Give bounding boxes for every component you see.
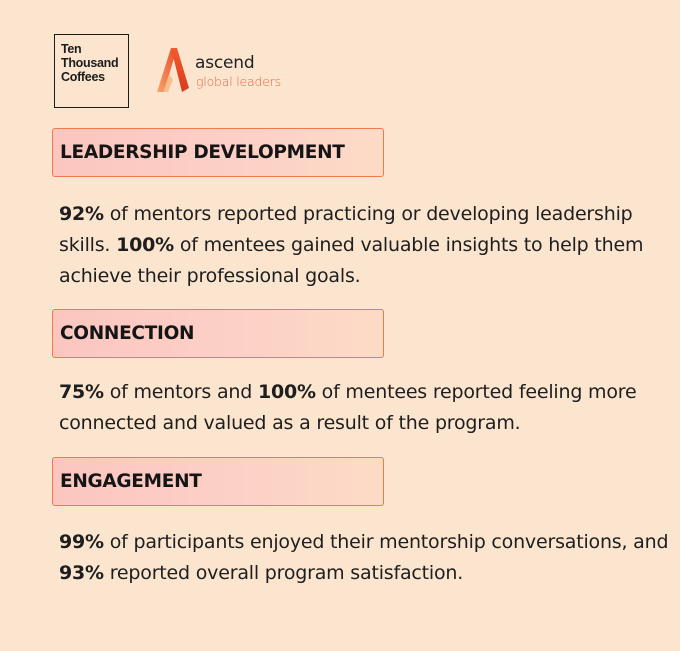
section-heading-connection (52, 309, 384, 358)
stat-text: of participants enjoyed their mentorship conversations, and (103, 531, 669, 553)
ascend-wordmark: ascend (195, 53, 255, 73)
ascend-mark-icon (155, 44, 193, 96)
stat-value: 99% (59, 531, 104, 553)
stat-value: 75% (59, 381, 104, 403)
section-text-connection (59, 377, 669, 439)
section-heading-label: CONNECTION (60, 323, 195, 344)
stat-text: of mentors and (103, 381, 258, 403)
ttc-logo-line-3: Coffees (61, 70, 105, 84)
section-text-engagement (59, 527, 669, 589)
section-heading-leadership (52, 128, 384, 177)
stat-value: 100% (257, 381, 316, 403)
section-heading-engagement (52, 457, 384, 506)
ttc-logo-line-1: Ten (61, 42, 82, 56)
section-heading-label: LEADERSHIP DEVELOPMENT (60, 142, 345, 163)
section-heading-label: ENGAGEMENT (60, 471, 202, 492)
stat-value: 93% (59, 562, 104, 584)
stat-text: of mentees reported feeling more connected and valued as a result of the program. (59, 381, 637, 434)
stat-value: 92% (59, 203, 104, 225)
stat-value: 100% (116, 234, 175, 256)
ascend-logo (155, 44, 305, 96)
stat-text: of mentors reported practicing or developing leadership skills. (59, 203, 633, 256)
section-text-leadership (59, 199, 669, 292)
ttc-logo-line-2: Thousand (61, 56, 119, 70)
stat-text: of mentees gained valuable insights to help them achieve their professional goals. (59, 234, 644, 287)
stat-text: reported overall program satisfaction. (103, 562, 464, 584)
ascend-tagline: global leaders (196, 74, 281, 89)
ten-thousand-coffees-logo (54, 34, 129, 108)
